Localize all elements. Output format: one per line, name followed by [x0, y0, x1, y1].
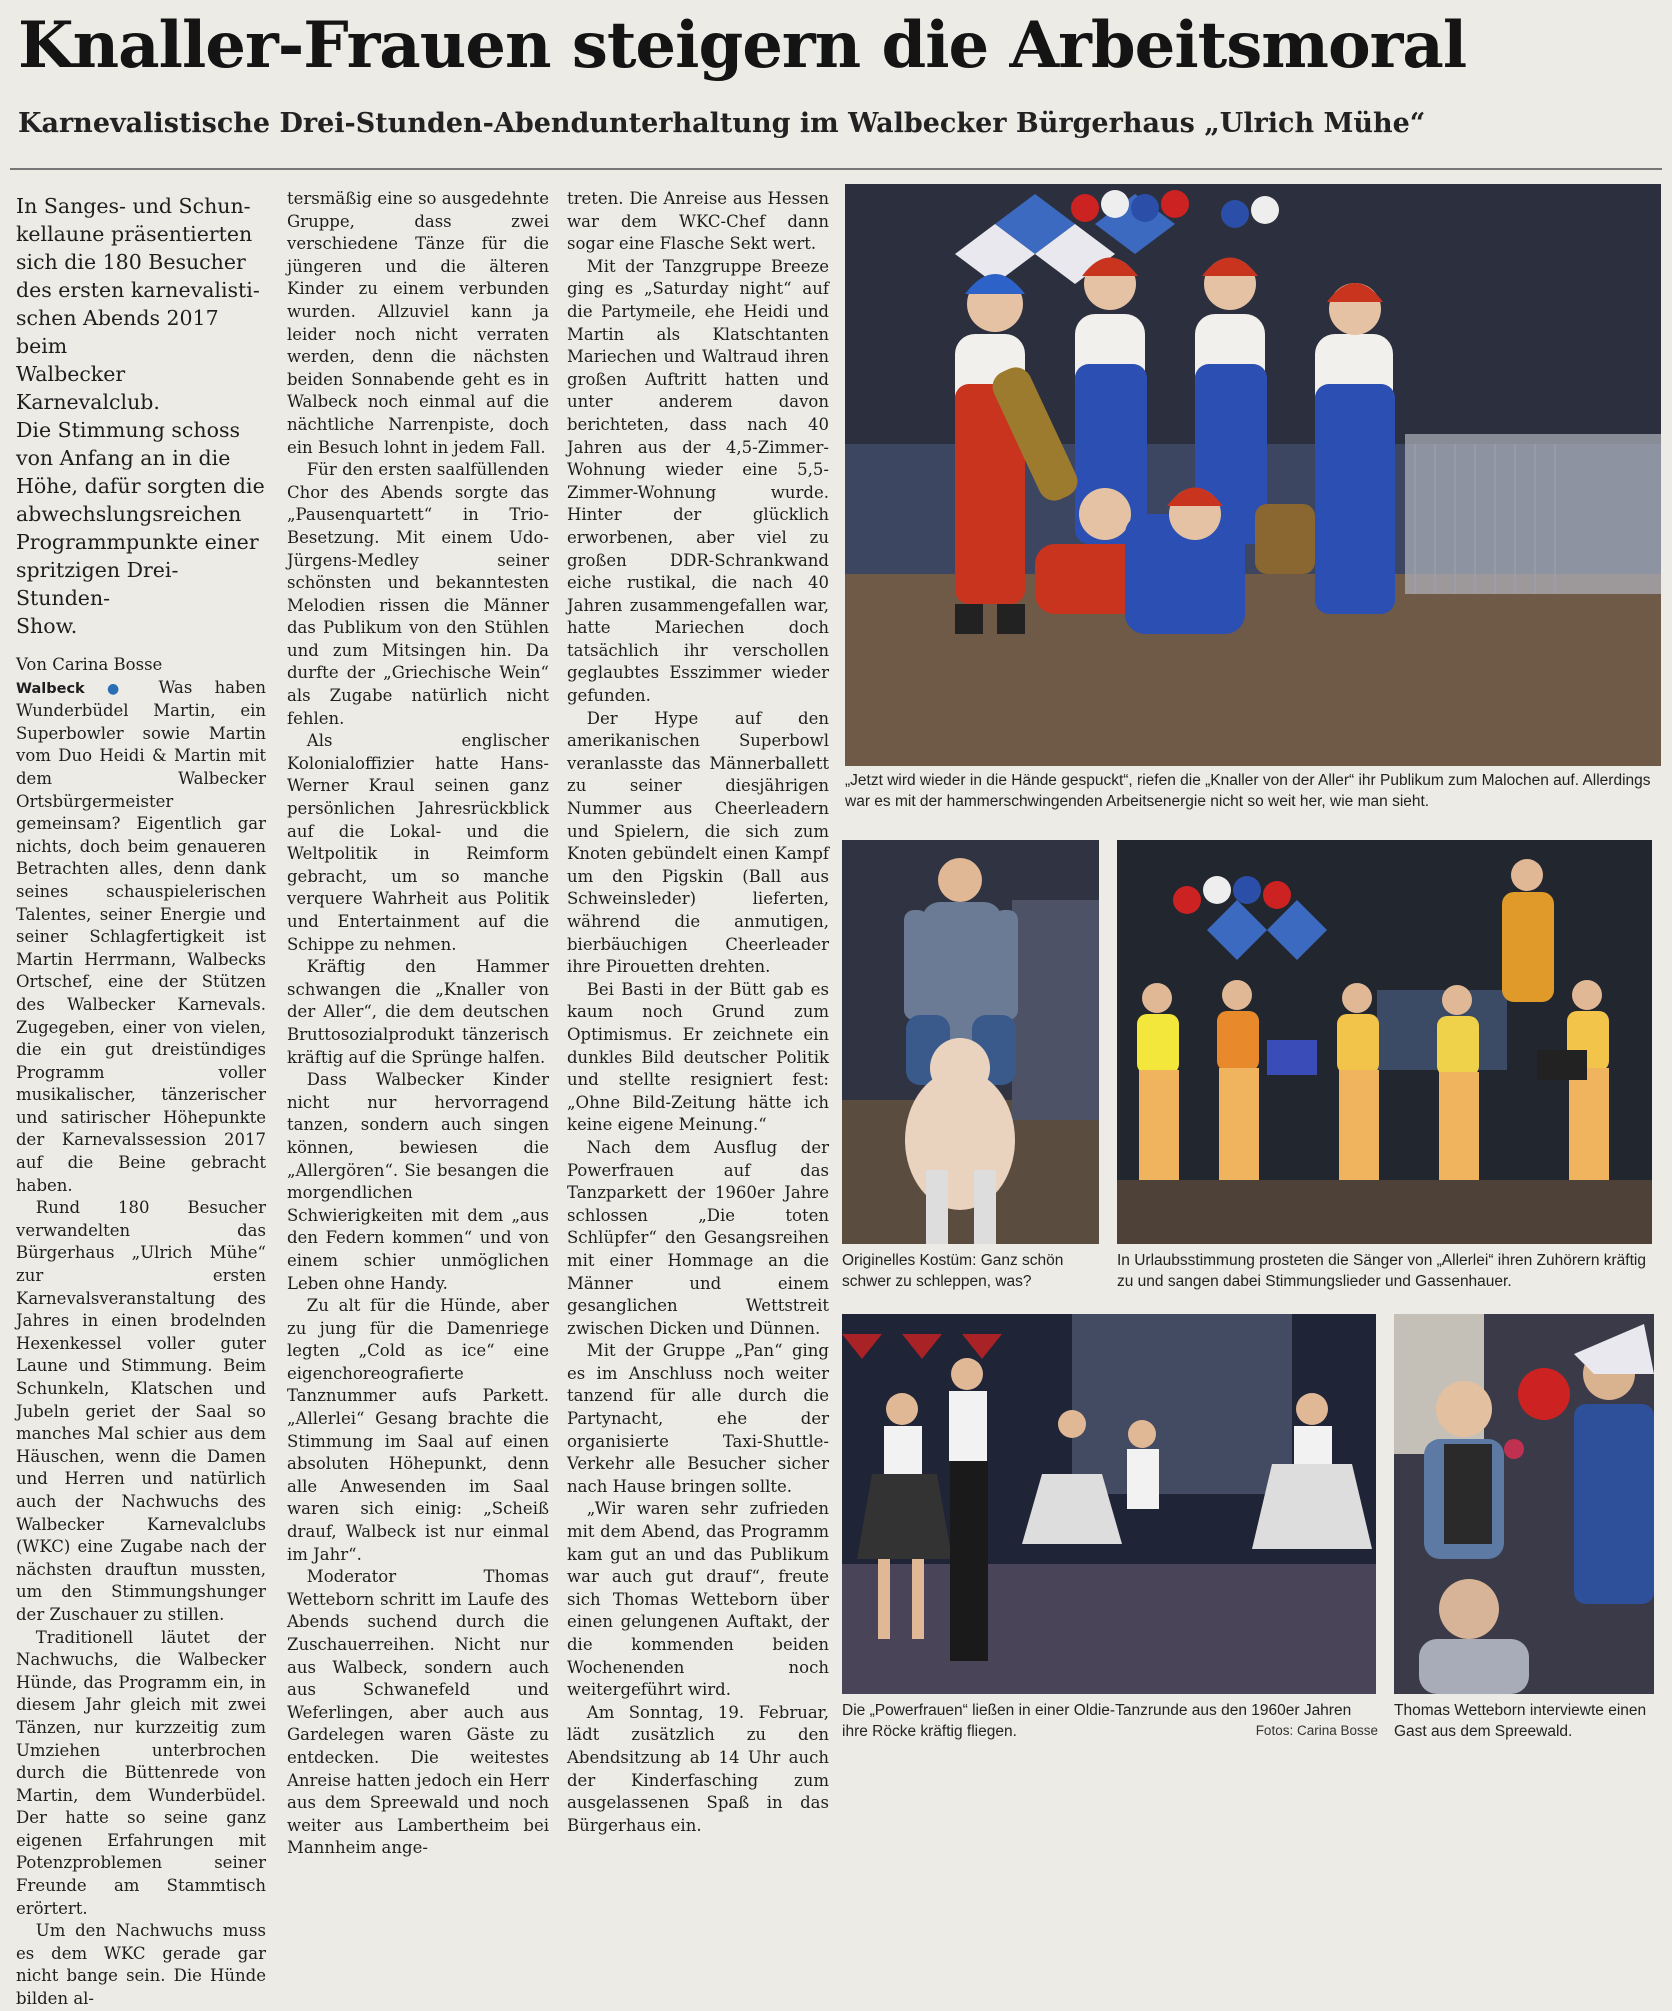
photo-credit: Fotos: Carina Bosse [1255, 1723, 1378, 1738]
body-paragraph: Bei Basti in der Bütt gab es kaum noch Grund zum Optimismus. Er zeichnete ein dunkles Bild deutscher Politik und stellte resigniert fest: „Ohne Bild-Zeitung hätte ich keine eigene Meinung.“ [567, 979, 829, 1135]
lead-line: schen Abends 2017 beim [16, 306, 219, 358]
photo-allerlei-singers [1117, 840, 1652, 1244]
lead-line: des ersten karnevalisti- [16, 278, 260, 302]
body-paragraph: Nach dem Ausflug der Powerfrauen auf das Tanzparkett der 1960er Jahre schlossen „Die toten Schlüpfer“ den Gesangsreihen mit einer Hommage an die Männer und einem gesanglichen Wettstreit zwischen Dicken und Dünnen. [567, 1137, 829, 1338]
lead-line: von Anfang an in die [16, 446, 231, 470]
lead-line: In Sanges- und Schun- [16, 194, 251, 218]
lead-line: Höhe, dafür sorgten die [16, 474, 265, 498]
dateline: Walbeck [16, 680, 85, 697]
body-paragraph: treten. Die Anreise aus Hessen war dem WKC-Chef dann sogar eine Flasche Sekt wert. [567, 189, 829, 254]
photo-knaller-dancers [845, 184, 1661, 766]
photo-powerfrauen [842, 1314, 1376, 1694]
body-paragraph [16, 677, 266, 1198]
caption-interview: Thomas Wetteborn interviewte einen Gast aus dem Spreewald. [1394, 1702, 1647, 1740]
body-paragraph: Rund 180 Besucher verwandelten das Bürgerhaus „Ulrich Mühe“ zur ersten Karnevalsveranstaltung des Jahres in einen brodelnden Hexenkessel voller guter Laune und Stimmung. Beim Schunkeln, Klatschen und Jubeln geriet der Saal so manches Mal schier aus dem Häuschen, wenn die Damen und Herren und natürlich auch der Nachwuchs des Walbecker Karnevalclubs (WKC) eine Zugabe nach der nächsten drauftun mussten, um den Stimmungshunger der Zuschauer zu stillen. [16, 1198, 266, 1624]
body-paragraph: tersmäßig eine so ausgedehnte Gruppe, dass zwei verschiedene Tänze für die jüngeren und die älteren Kinder zu einem verbunden wurden. Allzuviel kann ja leider noch nicht verraten werden, denn die nächsten beiden Sonnabende geht es in Walbeck noch einmal auf die nächtliche Narrenpiste, doch ein Besuch lohnt in jedem Fall. [287, 189, 549, 457]
caption-main-photo: „Jetzt wird wieder in die Hände gespuckt“, riefen die „Knaller von der Aller“ ihr Publikum zum Malochen auf. Allerdings war es mit der hammerschwingenden Arbeitsenergie nicht so weit her, wie man sieht. [845, 772, 1651, 810]
caption-powerfrauen: Die „Powerfrauen“ ließen in einer Oldie-Tanzrunde aus den 1960er Jahren ihre Röcke kräftig fliegen. [842, 1702, 1352, 1740]
lead-line: abwechslungsreichen [16, 502, 242, 526]
lead-line: Die Stimmung schoss [16, 418, 240, 442]
body-paragraph: Um den Nachwuchs muss es dem WKC gerade gar nicht bange sein. Die Hünde bilden al- [16, 1921, 266, 2009]
body-paragraph: Zu alt für die Hünde, aber zu jung für die Damenriege legten „Cold as ice“ eine eigenchoreografierte Tanznummer aufs Parkett. „Allerlei“ Gesang brachte die Stimmung im Saal auf einen absoluten Höhepunkt, denn alle Anwesenden im Saal waren sich einig: „Scheiß drauf, Walbeck ist nur einmal im Jahr“. [287, 1296, 549, 1564]
body-paragraph: Für den ersten saalfüllenden Chor des Abends sorgte das „Pausenquartett“ in Trio-Besetzung. Mit einem Udo-Jürgens-Medley seiner schönsten und bekanntesten Melodien rissen die Männer das Publikum von den Stühlen und zum Mitsingen hin. Da durfte der „Griechische Wein“ als Zugabe natürlich nicht fehlen. [287, 460, 549, 728]
lead-line: kellaune präsentierten [16, 222, 253, 246]
body-paragraph: Am Sonntag, 19. Februar, lädt zusätzlich zu den Abendsitzung ab 14 Uhr auch der Kinderfasching zum ausgelassenen Spaß in das Bürgerhaus ein. [567, 1702, 829, 1835]
article-column-1 [16, 188, 267, 2009]
lead-paragraph [16, 192, 266, 640]
body-text: Was haben Wunderbüdel Martin, ein Superbowler sowie Martin vom Duo Heidi & Martin mit dem Walbecker Ortsbürgermeister gemeinsam? Eigentlich gar nichts, doch beim genaueren Betrachten alles, denn dank seines schauspielerischen Talentes, seiner Energie und seiner Schlagfertigkeit ist Martin Herrmann, Walbecks Ortschef, eine der Stützen des Walbecker Karnevals. Zugegeben, einer von vielen, die ein gut dreistündiges Programm voller musikalischer, tänzerischer und satirischer Höhepunkte der Karnevalssession 2017 auf die Beine gebracht haben. [16, 677, 267, 1195]
lead-line: Programmpunkte einer [16, 530, 259, 554]
article-column-2 [287, 188, 549, 1858]
body-paragraph: Kräftig den Hammer schwangen die „Knaller von der Aller“, die dem deutschen Bruttosozialprodukt tänzerisch kräftig auf die Sprünge halfen. [287, 957, 549, 1067]
photo-costume [842, 840, 1099, 1244]
article-column-3 [567, 188, 829, 1835]
body-paragraph: Dass Walbecker Kinder nicht nur hervorragend tanzen, sondern auch singen können, bewiesen die „Allergören“. Sie besangen die morgendlichen Schwierigkeiten mit dem „aus den Federn kommen“ und von einem schier unmöglichen Leben ohne Handy. [287, 1070, 549, 1293]
byline: Von Carina Bosse [16, 655, 163, 674]
lead-line: sich die 180 Besucher [16, 250, 246, 274]
body-paragraph: Traditionell läutet der Nachwuchs, die Walbecker Hünde, das Programm ein, in diesem Jahr gleich mit zwei Tänzen, nur kurzzeitig zum Umziehen unterbrochen durch die Büttenrede von Martin, dem Wunderbüdel. Der hatte so seine ganz eigenen Erfahrungen mit Potenzproblemen seiner Freunde am Stammtisch erörtert. [16, 1627, 266, 1918]
caption-singers: In Urlaubsstimmung prosteten die Sänger von „Allerlei“ ihren Zuhörern kräftig zu und sangen dabei Stimmungslieder und Gassenhauer. [1117, 1252, 1646, 1290]
dateline-bullet-icon: ● [106, 680, 137, 697]
photo-interview [1394, 1314, 1654, 1694]
header-rule [10, 168, 1662, 170]
body-paragraph: Moderator Thomas Wetteborn schritt im Laufe des Abends suchend durch die Zuschauerreihen. Nicht nur aus Walbeck, sondern auch aus Schwanefeld und Weferlingen, aber auch aus Gardelegen waren Gäste zu entdecken. Die weitestes Anreise hatten jedoch ein Herr aus dem Spreewald und noch weiter aus Lambertheim bei Mannheim ange- [287, 1567, 549, 1858]
body-paragraph: Mit der Tanzgruppe Breeze ging es „Saturday night“ auf die Partymeile, ehe Heidi und Martin als Klatschtanten Mariechen und Waltraud ihren großen Auftritt hatten und unter anderem davon berichteten, dass nach 40 Jahren aus der 4,5-Zimmer-Wohnung wieder eine 5,5-Zimmer-Wohnung wurde. Hinter der glücklich erworbenen, aber viel zu großen DDR-Schrankwand eiche rustikal, die nach 40 Jahren zusammengefallen war, hatte Mariechen doch tatsächlich ihr verschollen geglaubtes Esszimmer wieder gefunden. [567, 256, 829, 706]
subheadline: Karnevalistische Drei-Stunden-Abendunterhaltung im Walbecker Bürgerhaus „Ulrich Mühe“ [18, 108, 1426, 139]
headline: Knaller-Frauen steigern die Arbeitsmoral [18, 8, 1467, 83]
body-paragraph: Als englischer Kolonialoffizier hatte Hans-Werner Kraul seinen ganz persönlichen Jahresrückblick auf die Lokal- und die Weltpolitik in Reimform gebracht, um so manche verquere Wahrheit aus Politik und Entertainment auf die Schippe zu nehmen. [287, 731, 549, 954]
lead-line: spritzigen Drei-Stunden- [16, 558, 179, 610]
lead-line: Walbecker Karnevalclub. [16, 362, 160, 414]
body-paragraph: „Wir waren sehr zufrieden mit dem Abend, das Programm kam gut an und das Publikum war auch gut drauf“, freute sich Thomas Wetteborn über einen gelungenen Auftakt, der die kommenden beiden Wochenenden noch weitergeführt wird. [567, 1499, 829, 1700]
lead-line: Show. [16, 614, 78, 638]
caption-costume: Originelles Kostüm: Ganz schön schwer zu schleppen, was? [842, 1252, 1064, 1290]
body-paragraph: Der Hype auf den amerikanischen Superbowl veranlasste das Männerballett zu seiner diesjährigen Nummer aus Cheerleadern und Spielern, die sich zum Knoten gebündelt einen Kampf um den Pigskin (Ball aus Schweinsleder) lieferten, während die anmutigen, bierbäuchigen Cheerleader ihre Pirouetten drehten. [567, 708, 829, 977]
body-paragraph: Mit der Gruppe „Pan“ ging es im Anschluss noch weiter tanzend für alle durch die Partynacht, ehe der organisierte Taxi-Shuttle-Verkehr alle Besucher sicher nach Hause bringen sollte. [567, 1341, 829, 1496]
